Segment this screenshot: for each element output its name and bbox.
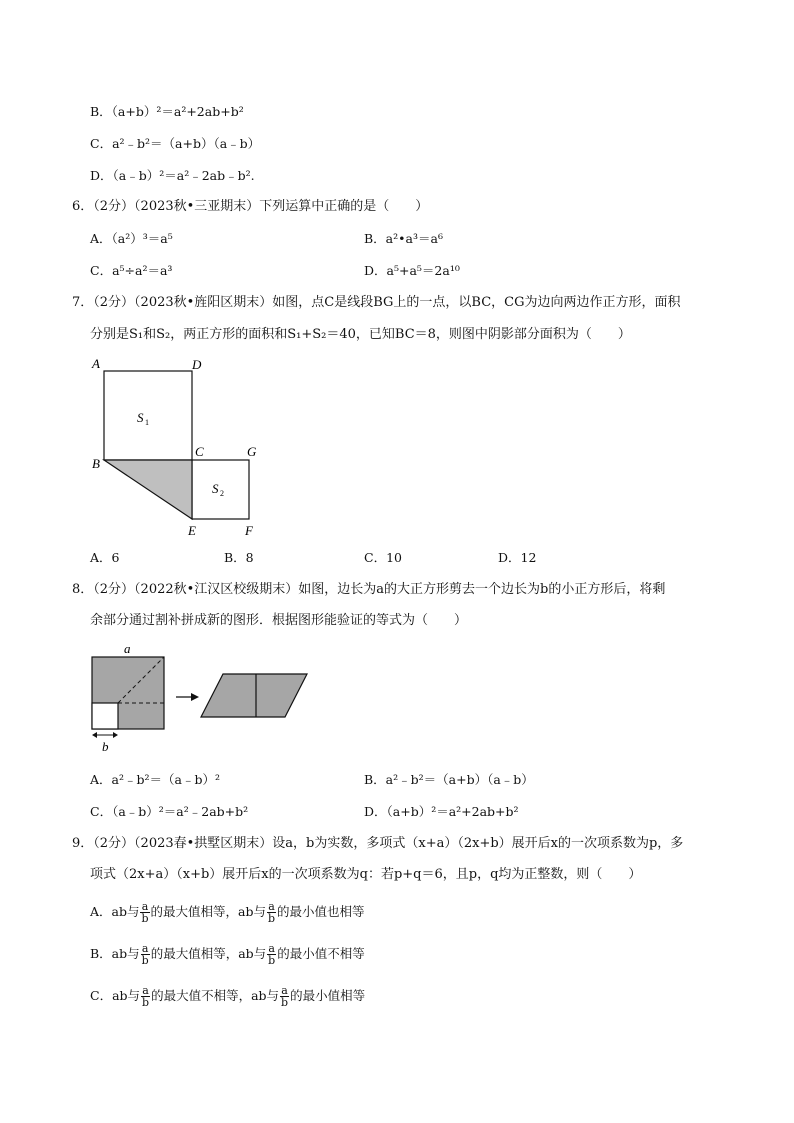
q8-stem-line1: 8．（2分）（2022秋•江汉区校级期末）如图，边长为a的大正方形剪去一个边长为b的小正方形后，将剩 [72, 582, 666, 597]
q7-label-b: B [92, 456, 100, 471]
q9-option-a-part3: 的最小值也相等 [277, 904, 365, 919]
q7-label-s1-sub: 1 [145, 418, 149, 427]
q6-option-b: B．a²•a³＝a⁶ [364, 231, 443, 246]
q6-option-a: A．（a²）³＝a⁵ [90, 231, 173, 246]
q7-label-e: E [188, 523, 196, 538]
q8-option-c: C．（a﹣b）²＝a²﹣2ab+b² [90, 804, 249, 819]
q5-option-b: B．（a+b）²＝a²+2ab+b² [90, 104, 244, 119]
q7-stem-line2: 分别是S₁和S₂，两正方形的面积和S₁+S₂＝40，已知BC＝8，则图中阴影部分面积为（ ） [90, 327, 631, 342]
q9-stem-line2: 项式（2x+a）（x+b）展开后x的一次项系数为q：若p+q＝6，且p，q均为正整数，则（ ） [90, 867, 642, 882]
q7-option-c: C．10 [364, 550, 402, 565]
q7-label-s2-sub: 2 [220, 489, 224, 498]
q6-option-c: C．a⁵÷a²＝a³ [90, 263, 173, 278]
q9-option-c-fraction-1: $\frac{a}{b}$ [142, 984, 150, 1009]
q7-squares-figure [88, 352, 278, 542]
q5-option-c: C．a²﹣b²＝（a+b）（a﹣b） [90, 136, 261, 151]
q9-option-b-part3: 的最小值不相等 [277, 946, 365, 961]
q9-option-b [90, 943, 365, 966]
q9-option-a-part1: A．ab与 [90, 904, 140, 919]
q7-label-c: C [195, 444, 204, 459]
q7-label-s2: S [212, 481, 219, 496]
q9-option-b-fraction-2: $\frac{a}{b}$ [268, 942, 276, 967]
q8-option-d: D．（a+b）²＝a²+2ab+b² [364, 804, 519, 819]
q7-option-b: B．8 [224, 550, 254, 565]
q7-option-a: A．6 [90, 550, 120, 565]
q9-option-c-fraction-2: $\frac{a}{b}$ [281, 984, 289, 1009]
q8-label-b: b [102, 739, 109, 754]
q9-option-a-fraction-1: $\frac{a}{b}$ [141, 900, 149, 925]
q8-label-a: a [124, 641, 131, 656]
q7-label-s1: S [137, 410, 144, 425]
q9-option-a [90, 901, 365, 924]
q7-option-d: D．12 [498, 550, 537, 565]
q8-option-a: A．a²﹣b²＝（a﹣b）² [90, 772, 220, 787]
q7-label-a: A [92, 356, 100, 371]
q9-option-b-fraction-1: $\frac{a}{b}$ [141, 942, 149, 967]
q8-parallelogram [201, 674, 307, 717]
q8-arrow-icon [191, 693, 199, 701]
q9-option-b-part1: B．ab与 [90, 946, 140, 961]
q6-option-d: D．a⁵+a⁵＝2a¹⁰ [364, 263, 460, 278]
q7-label-d: D [192, 357, 202, 372]
q8-stem-line2: 余部分通过割补拼成新的图形．根据图形能验证的等式为（ ） [90, 613, 468, 628]
q7-stem-line1: 7．（2分）（2023秋•旌阳区期末）如图，点C是线段BG上的一点，以BC，CG为边向两边作正方形，面积 [72, 295, 681, 310]
q9-option-c-part2: 的最大值不相等，ab与 [151, 988, 280, 1003]
q9-option-a-part2: 的最大值相等，ab与 [150, 904, 266, 919]
q8-option-b: B．a²﹣b²＝（a+b）（a﹣b） [364, 772, 534, 787]
q9-option-b-part2: 的最大值相等，ab与 [150, 946, 267, 961]
q9-option-c [90, 985, 365, 1008]
q8-small-square [92, 703, 118, 729]
q7-square-s1 [104, 371, 192, 460]
q6-stem: 6．（2分）（2023秋•三亚期末）下列运算中正确的是（ ） [72, 199, 429, 214]
q7-shaded-triangle [104, 460, 192, 519]
q8-cut-square-figure [86, 640, 316, 760]
q9-option-c-part1: C．ab与 [90, 988, 141, 1003]
q9-option-a-fraction-2: $\frac{a}{b}$ [268, 900, 276, 925]
q7-label-f: F [245, 523, 253, 538]
q7-label-g: G [247, 444, 257, 459]
q5-option-d: D．（a﹣b）²＝a²﹣2ab﹣b². [90, 168, 255, 183]
q9-option-c-part3: 的最小值相等 [290, 988, 366, 1003]
q9-stem-line1: 9．（2分）（2023春•拱墅区期末）设a，b为实数，多项式（x+a）（2x+b）展开后x的一次项系数为p，多 [72, 836, 684, 851]
